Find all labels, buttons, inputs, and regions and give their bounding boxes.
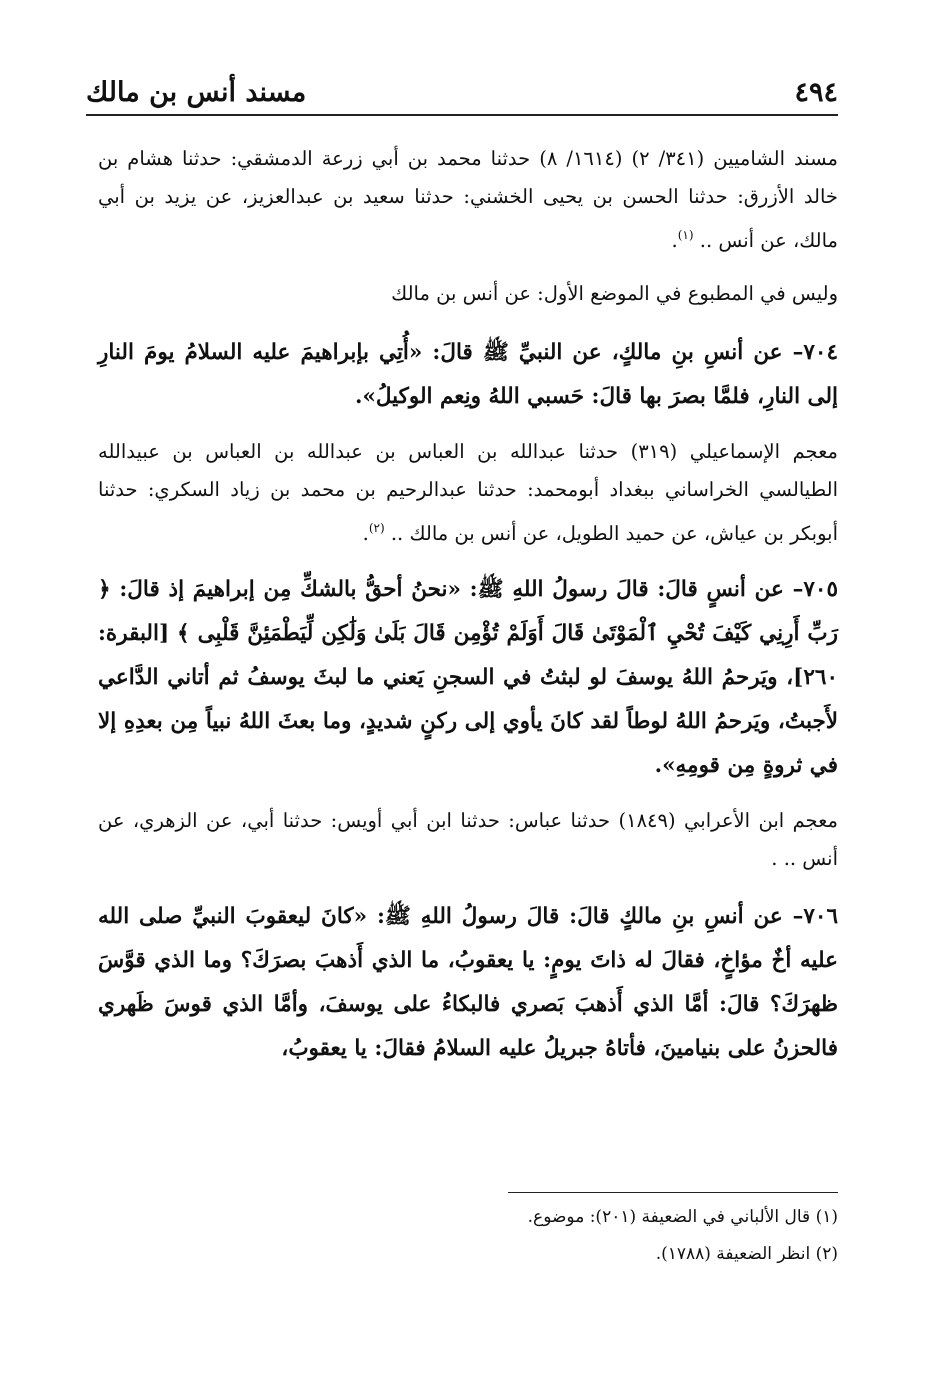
source-text: معجم الإسماعيلي (٣١٩) حدثنا عبدالله بن العباس بن عبدالله بن العباس بن عبيدالله الطيالسي الخراساني ببغداد أبومحمد: حدثنا عبدالرحيم بن محمد بن زياد السكري: حدثنا أبوبكر بن عياش، عن حميد الطويل، عن أنس بن مالك ..	[98, 440, 838, 545]
source-paragraph: معجم ابن الأعرابي (١٨٤٩) حدثنا عباس: حدثنا ابن أبي أويس: حدثنا أبي، عن الزهري، عن أنس .. .	[98, 809, 838, 870]
page-body	[98, 140, 838, 1085]
hadith-706: ٧٠٦– عن أنسِ بنِ مالكٍ قالَ: قالَ رسولُ اللهِ ﷺ: «كانَ ليعقوبَ النبيِّ صلى الله عليه أخٌ مؤاخٍ، فقالَ له ذاتَ يومٍ: يا يعقوبُ، ما الذي أَذهبَ بصرَكَ؟ وما الذي قوَّسَ ظهرَكَ؟ قالَ: أمَّا الذي أَذهبَ بَصري فالبكاءُ على يوسفَ، وأمَّا الذي قوسَ ظَهري فالحزنُ على بنيامينَ، فأتاهُ جبريلُ عليه السلامُ فقالَ: يا يعقوبُ،	[98, 904, 838, 1061]
hadith-704: ٧٠٤– عن أنسِ بنِ مالكٍ، عن النبيِّ ﷺ قالَ: «أُتِي بإبراهيمَ عليه السلامُ يومَ النارِ إلى النارِ، فلمَّا بصرَ بها قالَ: حَسبي اللهُ ونِعم الوكيلُ».	[98, 340, 838, 409]
page-header	[86, 72, 838, 116]
running-title: مسند أنس بن مالك	[86, 77, 307, 108]
paragraph-end: .	[671, 229, 678, 252]
hadith-705: ٧٠٥– عن أنسٍ قالَ: قالَ رسولُ اللهِ ﷺ: «نحنُ أحقُّ بالشكِّ مِن إبراهيمَ إذ قالَ: ﴿ رَبِّ أَرِنِي كَيْفَ تُحْيِ ٱلْمَوْتَىٰ قَالَ أَوَلَمْ تُؤْمِن قَالَ بَلَىٰ وَلَٰكِن لِّيَطْمَئِنَّ قَلْبِى ﴾ [البقرة: ٢٦٠]، ويَرحمُ اللهُ يوسفَ لو لبثتُ في السجنِ يَعني ما لبثَ يوسفُ ثم أتاني الدَّاعي لأَجبتُ، ويَرحمُ اللهُ لوطاً لقد كانَ يأوي إلى ركنٍ شديدٍ، وما بعثَ اللهُ نبياً مِن بعدِهِ إلا في ثروةٍ مِن قومِهِ».	[98, 577, 838, 778]
footnote-marker: (١)	[677, 228, 694, 242]
source-paragraph	[98, 433, 838, 553]
source-text: مسند الشاميين (٣٤١/ ٢) (١٦١٤/ ٨) حدثنا محمد بن أبي زرعة الدمشقي: حدثنا هشام بن خالد الأزرق: حدثنا الحسن بن يحيى الخشني: حدثنا سعيد بن عبدالعزيز، عن يزيد بن أبي مالك، عن أنس ..	[98, 147, 838, 252]
paragraph-end: .	[362, 522, 369, 545]
page-number: ٤٩٤	[794, 77, 838, 108]
footnote-marker: (٢)	[368, 521, 385, 535]
footnotes-section	[98, 1192, 838, 1271]
footnote: (١) قال الألباني في الضعيفة (٢٠١): موضوع.	[527, 1207, 838, 1227]
note-paragraph: وليس في المطبوع في الموضع الأول: عن أنس بن مالك	[391, 282, 838, 305]
source-paragraph	[98, 140, 838, 260]
footnote: (٢) انظر الضعيفة (١٧٨٨).	[655, 1244, 838, 1264]
footnote-divider	[508, 1192, 838, 1193]
